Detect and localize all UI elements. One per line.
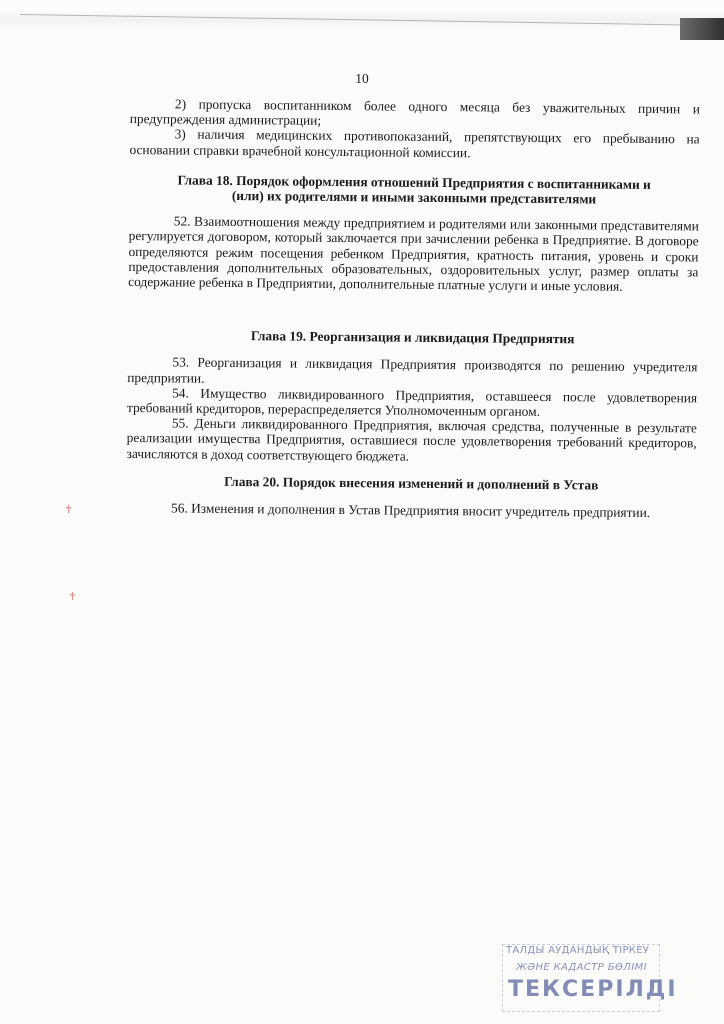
stamp-line1: ТАЛДЫ АУДАНДЫҚ ТІРКЕУ — [506, 945, 650, 956]
paragraph-53: 53. Реорганизация и ликвидация Предприятия производятся по решению учредителя предприятии. — [127, 354, 698, 386]
paragraph-item-2: 2) пропуска воспитанником более одного месяца без уважительных причин и предупреждения администрации; — [129, 96, 700, 129]
margin-mark: ✝ — [64, 504, 74, 516]
scan-top-edge — [0, 8, 724, 28]
stamp-line2: ЖӘНЕ КАДАСТР БӨЛІМІ — [516, 962, 647, 973]
page-number: 10 — [355, 71, 369, 86]
paragraph-52: 52. Взаимоотношения между предприятием и родителями или законными представителями регулируется договором, который заключается при зачислении ребенка в Предприятие. В договоре определяются режим посещения ребенком Предприятия, кратность питания, уровень и сроки предоставления дополнительных образовательных, оздоровительных услуг, размер оплаты за содержание ребенка в Предприятии, дополнительные платные услуги и иные условия. — [128, 213, 699, 294]
stamp-verified: ТЕКСЕРІЛДІ — [508, 977, 678, 1002]
margin-mark: ✝ — [68, 591, 78, 603]
chapter-18-title-line1: Глава 18. Порядок оформления отношений Предприятия с воспитанниками и — [177, 172, 651, 192]
chapter-18-title-line2: (или) их родителями и иными законными представителями — [231, 187, 597, 207]
document-body — [126, 96, 700, 521]
chapter-19-title: Глава 19. Реорганизация и ликвидация Предприятия — [250, 328, 575, 347]
paragraph-55: 55. Деньги ликвидированного Предприятия, включая средства, полученные в результате реализации имущества Предприятия, оставшиеся после удовлетворения требований кредиторов, зачисляются в доход соответствующего бюджета. — [126, 415, 697, 464]
scan-corner-shadow — [680, 18, 724, 40]
chapter-20-title: Глава 20. Порядок внесения изменений и дополнений в Устав — [224, 473, 599, 493]
paragraph-54: 54. Имущество ликвидированного Предприятия, оставшееся после удовлетворения требований кредиторов, перераспределяется Уполномоченным органом. — [126, 385, 698, 419]
paragraph-item-3: 3) наличия медицинских противопоказаний, препятствующих его пребыванию на основании справки врачебной консультационной комиссии. — [129, 126, 700, 160]
registration-stamp — [502, 944, 678, 1016]
paragraph-56: 56. Изменения и дополнения в Устав Предприятия вносит учредитель предприятии. — [170, 500, 651, 521]
